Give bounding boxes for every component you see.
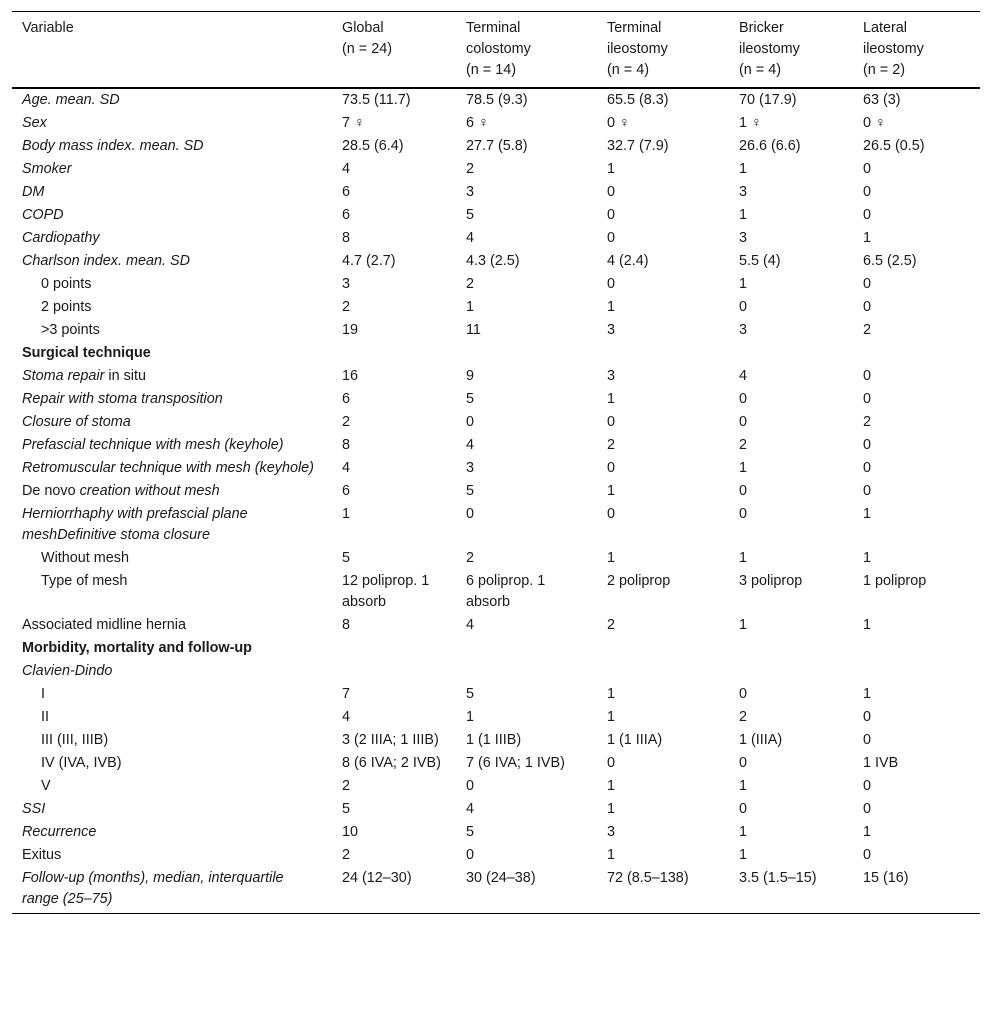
cell-value: 1 bbox=[607, 391, 616, 407]
cell-value: 5 bbox=[466, 207, 475, 223]
cell-value: 28.5 (6.4) bbox=[342, 138, 404, 154]
cell-value: 6 ♀ bbox=[466, 115, 489, 131]
cell-value: 1 poliprop bbox=[863, 573, 927, 589]
cell-value: 0 bbox=[863, 299, 872, 315]
cell-value: 5 bbox=[342, 550, 351, 566]
table-row bbox=[12, 88, 980, 112]
cell-value: 0 bbox=[863, 847, 872, 863]
row-label: IV (IVA, IVB) bbox=[41, 755, 122, 771]
header-variable: Variable bbox=[22, 20, 74, 36]
table-row bbox=[12, 227, 980, 250]
row-label: II bbox=[41, 709, 49, 725]
row-label bbox=[12, 480, 332, 503]
cell-value: 1 bbox=[863, 824, 872, 840]
cell-value: 1 bbox=[607, 847, 616, 863]
cell-value: 0 bbox=[863, 161, 872, 177]
table-row bbox=[12, 181, 980, 204]
table-row bbox=[12, 135, 980, 158]
row-label: SSI bbox=[22, 801, 46, 817]
cell-value: 0 bbox=[863, 483, 872, 499]
header-line: (n = 4) bbox=[739, 62, 781, 78]
cell-value: 2 bbox=[607, 437, 616, 453]
table-row bbox=[12, 637, 980, 660]
row-label: Closure of stoma bbox=[22, 414, 131, 430]
data-table bbox=[12, 11, 980, 914]
cell-value: 1 bbox=[466, 709, 475, 725]
cell-value: 1 bbox=[739, 778, 748, 794]
cell-value: 1 IVB bbox=[863, 755, 899, 771]
cell-value: 9 bbox=[466, 368, 475, 384]
row-label: Prefascial technique with mesh (keyhole) bbox=[22, 437, 284, 453]
cell-value: 3 bbox=[466, 184, 475, 200]
cell-value: 0 bbox=[739, 755, 748, 771]
cell-value: 0 bbox=[466, 414, 475, 430]
cell-value: 2 bbox=[342, 778, 351, 794]
cell-value bbox=[853, 342, 980, 365]
row-label: Age. mean. SD bbox=[22, 92, 120, 108]
cell-value: 1 bbox=[739, 847, 748, 863]
table-row bbox=[12, 660, 980, 683]
cell-value: 0 bbox=[466, 778, 475, 794]
cell-value: 16 bbox=[342, 368, 359, 384]
table-row bbox=[12, 204, 980, 227]
cell-value: 0 bbox=[863, 732, 872, 748]
cell-value: 1 bbox=[739, 207, 748, 223]
cell-value: 0 bbox=[863, 391, 872, 407]
cell-value: 1 bbox=[342, 506, 351, 522]
cell-value: 1 bbox=[607, 778, 616, 794]
cell-value: 1 bbox=[607, 709, 616, 725]
row-label bbox=[12, 365, 332, 388]
table-row bbox=[12, 729, 980, 752]
cell-value: 3 bbox=[607, 368, 616, 384]
table-row bbox=[12, 480, 980, 503]
row-label: Surgical technique bbox=[22, 345, 151, 361]
cell-value: 24 (12–30) bbox=[342, 870, 412, 886]
cell-value: 8 bbox=[342, 230, 351, 246]
cell-value bbox=[853, 660, 980, 683]
cell-value: 2 bbox=[466, 550, 475, 566]
header-line: (n = 2) bbox=[863, 62, 905, 78]
cell-value: 1 bbox=[607, 686, 616, 702]
header-line: colostomy bbox=[466, 41, 531, 57]
cell-value: 4.3 (2.5) bbox=[466, 253, 520, 269]
row-label-part: Stoma repair bbox=[22, 368, 105, 384]
table-row bbox=[12, 503, 980, 547]
cell-value: 0 bbox=[607, 414, 616, 430]
cell-value: 73.5 (11.7) bbox=[342, 92, 411, 108]
row-label: Clavien-Dindo bbox=[22, 663, 113, 679]
cell-value: 6 bbox=[342, 207, 351, 223]
cell-value bbox=[332, 342, 456, 365]
cell-value: 2 bbox=[342, 414, 351, 430]
cell-value: 7 (6 IVA; 1 IVB) bbox=[466, 755, 565, 771]
cell-value: 2 bbox=[739, 709, 748, 725]
cell-value: 1 (IIIA) bbox=[739, 732, 783, 748]
cell-value: 26.5 (0.5) bbox=[863, 138, 925, 154]
cell-value: 0 bbox=[466, 506, 475, 522]
table-container bbox=[12, 11, 980, 914]
cell-value: 0 bbox=[739, 483, 748, 499]
cell-value: 0 bbox=[739, 299, 748, 315]
cell-value: 0 bbox=[863, 276, 872, 292]
cell-value: 0 bbox=[607, 276, 616, 292]
cell-value: 72 (8.5–138) bbox=[607, 870, 689, 886]
cell-value: 1 bbox=[607, 161, 616, 177]
row-label: Charlson index. mean. SD bbox=[22, 253, 190, 269]
header-line: Terminal bbox=[466, 20, 521, 36]
table-row bbox=[12, 319, 980, 342]
table-row bbox=[12, 798, 980, 821]
cell-value: 32.7 (7.9) bbox=[607, 138, 669, 154]
cell-value: 0 bbox=[607, 506, 616, 522]
cell-value: 1 bbox=[863, 686, 872, 702]
cell-value: 4 bbox=[342, 460, 351, 476]
cell-value: 1 bbox=[739, 617, 748, 633]
cell-value: 0 bbox=[607, 460, 616, 476]
cell-value: 6 bbox=[342, 483, 351, 499]
cell-value: 0 bbox=[739, 686, 748, 702]
row-label: I bbox=[41, 686, 45, 702]
header-line: ileostomy bbox=[607, 41, 668, 57]
cell-value: 10 bbox=[342, 824, 359, 840]
row-label-part: creation without mesh bbox=[79, 483, 220, 499]
cell-value bbox=[456, 637, 597, 660]
header-terminal-ileostomy bbox=[597, 12, 729, 89]
cell-value: 26.6 (6.6) bbox=[739, 138, 801, 154]
table-body bbox=[12, 88, 980, 914]
cell-value: 0 bbox=[739, 391, 748, 407]
cell-value: 0 bbox=[739, 414, 748, 430]
row-label-part: De novo bbox=[22, 483, 80, 499]
table-row bbox=[12, 250, 980, 273]
cell-value: 2 bbox=[466, 161, 475, 177]
cell-value: 19 bbox=[342, 322, 359, 338]
row-label: COPD bbox=[22, 207, 64, 223]
header-global bbox=[332, 12, 456, 89]
header-line: ileostomy bbox=[863, 41, 924, 57]
cell-value: 0 bbox=[607, 755, 616, 771]
cell-value: 1 bbox=[863, 506, 872, 522]
cell-value: 5.5 (4) bbox=[739, 253, 781, 269]
table-row bbox=[12, 342, 980, 365]
cell-value: 0 bbox=[863, 801, 872, 817]
header-bricker-ileostomy bbox=[729, 12, 853, 89]
row-label: Without mesh bbox=[41, 550, 129, 566]
cell-value: 3.5 (1.5–15) bbox=[739, 870, 817, 886]
table-row bbox=[12, 752, 980, 775]
table-row bbox=[12, 411, 980, 434]
row-label: Repair with stoma transposition bbox=[22, 391, 223, 407]
table-row bbox=[12, 388, 980, 411]
row-label: Recurrence bbox=[22, 824, 97, 840]
cell-value: 8 (6 IVA; 2 IVB) bbox=[342, 755, 441, 771]
cell-value: 5 bbox=[466, 686, 475, 702]
cell-value: 3 (2 IIIA; 1 IIIB) bbox=[342, 732, 439, 748]
cell-value: 5 bbox=[466, 824, 475, 840]
cell-value: 0 bbox=[863, 184, 872, 200]
cell-value: 3 poliprop bbox=[739, 573, 803, 589]
cell-value: 5 bbox=[466, 483, 475, 499]
cell-value: 0 bbox=[607, 230, 616, 246]
table-row bbox=[12, 365, 980, 388]
cell-value: 7 bbox=[342, 686, 351, 702]
row-label: Exitus bbox=[22, 847, 62, 863]
cell-value: 4 bbox=[466, 230, 475, 246]
row-label: Smoker bbox=[22, 161, 72, 177]
table-row bbox=[12, 775, 980, 798]
table-row bbox=[12, 570, 980, 614]
cell-value bbox=[729, 637, 853, 660]
cell-value bbox=[332, 637, 456, 660]
row-label: 0 points bbox=[41, 276, 92, 292]
cell-value bbox=[853, 637, 980, 660]
cell-value: 1 (1 IIIB) bbox=[466, 732, 522, 748]
cell-value: 70 (17.9) bbox=[739, 92, 797, 108]
cell-value: 7 ♀ bbox=[342, 115, 365, 131]
table-row bbox=[12, 457, 980, 480]
header-line: (n = 24) bbox=[342, 41, 392, 57]
cell-value: 1 bbox=[863, 617, 872, 633]
row-label: Type of mesh bbox=[41, 573, 128, 589]
cell-value: 0 bbox=[739, 801, 748, 817]
cell-value: 6 bbox=[342, 184, 351, 200]
cell-value: 63 (3) bbox=[863, 92, 901, 108]
cell-value: 65.5 (8.3) bbox=[607, 92, 669, 108]
cell-value: 12 poliprop. 1 absorb bbox=[342, 573, 430, 610]
header-lateral-ileostomy bbox=[853, 12, 980, 89]
row-label: 2 points bbox=[41, 299, 92, 315]
cell-value: 3 bbox=[739, 230, 748, 246]
table-row bbox=[12, 844, 980, 867]
cell-value: 1 bbox=[739, 161, 748, 177]
cell-value: 0 bbox=[607, 207, 616, 223]
cell-value: 0 bbox=[466, 847, 475, 863]
cell-value: 0 bbox=[863, 778, 872, 794]
table-header bbox=[12, 12, 980, 89]
header-line: Lateral bbox=[863, 20, 908, 36]
header-line: Global bbox=[342, 20, 384, 36]
cell-value: 1 bbox=[739, 824, 748, 840]
cell-value: 1 bbox=[863, 550, 872, 566]
cell-value: 6 poliprop. 1 absorb bbox=[466, 573, 546, 610]
cell-value: 8 bbox=[342, 617, 351, 633]
cell-value: 1 bbox=[607, 299, 616, 315]
cell-value: 1 bbox=[466, 299, 475, 315]
row-label: Follow-up (months), median, interquartile range (25–75) bbox=[22, 870, 284, 907]
cell-value: 2 poliprop bbox=[607, 573, 671, 589]
table-row bbox=[12, 273, 980, 296]
cell-value: 3 bbox=[466, 460, 475, 476]
cell-value: 5 bbox=[466, 391, 475, 407]
table-row bbox=[12, 867, 980, 914]
row-label: V bbox=[41, 778, 51, 794]
cell-value: 1 bbox=[739, 276, 748, 292]
cell-value: 1 (1 IIIA) bbox=[607, 732, 663, 748]
cell-value: 8 bbox=[342, 437, 351, 453]
cell-value bbox=[456, 342, 597, 365]
row-label: >3 points bbox=[41, 322, 100, 338]
cell-value: 1 bbox=[739, 550, 748, 566]
table-row bbox=[12, 434, 980, 457]
cell-value: 3 bbox=[607, 824, 616, 840]
table-row bbox=[12, 112, 980, 135]
row-label: Retromuscular technique with mesh (keyhole) bbox=[22, 460, 314, 476]
cell-value: 11 bbox=[466, 322, 481, 338]
cell-value: 2 bbox=[739, 437, 748, 453]
cell-value: 1 bbox=[607, 801, 616, 817]
cell-value: 1 bbox=[607, 550, 616, 566]
cell-value: 1 ♀ bbox=[739, 115, 762, 131]
table-row bbox=[12, 706, 980, 729]
cell-value: 0 bbox=[863, 460, 872, 476]
cell-value: 4 bbox=[466, 437, 475, 453]
cell-value: 2 bbox=[342, 847, 351, 863]
cell-value: 2 bbox=[863, 322, 872, 338]
header-row bbox=[12, 12, 980, 89]
header-line: Bricker bbox=[739, 20, 784, 36]
cell-value: 27.7 (5.8) bbox=[466, 138, 528, 154]
table-row bbox=[12, 296, 980, 319]
cell-value bbox=[456, 660, 597, 683]
cell-value: 4 bbox=[466, 801, 475, 817]
cell-value: 1 bbox=[607, 483, 616, 499]
cell-value: 0 ♀ bbox=[607, 115, 630, 131]
table-row bbox=[12, 158, 980, 181]
cell-value: 2 bbox=[607, 617, 616, 633]
row-label: Body mass index. mean. SD bbox=[22, 138, 204, 154]
cell-value: 15 (16) bbox=[863, 870, 909, 886]
row-label: DM bbox=[22, 184, 45, 200]
cell-value: 0 bbox=[607, 184, 616, 200]
cell-value: 3 bbox=[739, 322, 748, 338]
cell-value: 6.5 (2.5) bbox=[863, 253, 917, 269]
cell-value: 0 bbox=[863, 368, 872, 384]
cell-value: 3 bbox=[607, 322, 616, 338]
cell-value: 78.5 (9.3) bbox=[466, 92, 528, 108]
row-label: Morbidity, mortality and follow-up bbox=[22, 640, 252, 656]
cell-value: 30 (24–38) bbox=[466, 870, 536, 886]
cell-value: 2 bbox=[863, 414, 872, 430]
cell-value: 0 ♀ bbox=[863, 115, 886, 131]
row-label: III (III, IIIB) bbox=[41, 732, 109, 748]
row-label: Cardiopathy bbox=[22, 230, 100, 246]
cell-value: 1 bbox=[863, 230, 872, 246]
header-line: (n = 14) bbox=[466, 62, 516, 78]
cell-value bbox=[332, 660, 456, 683]
cell-value: 1 bbox=[739, 460, 748, 476]
cell-value: 6 bbox=[342, 391, 351, 407]
cell-value: 4 bbox=[739, 368, 748, 384]
header-line: (n = 4) bbox=[607, 62, 649, 78]
cell-value: 4 bbox=[342, 161, 351, 177]
cell-value: 0 bbox=[739, 506, 748, 522]
cell-value: 3 bbox=[739, 184, 748, 200]
header-line: ileostomy bbox=[739, 41, 800, 57]
cell-value: 3 bbox=[342, 276, 351, 292]
cell-value: 4 bbox=[342, 709, 351, 725]
cell-value bbox=[729, 342, 853, 365]
cell-value: 4.7 (2.7) bbox=[342, 253, 396, 269]
row-label-part: in situ bbox=[104, 368, 146, 384]
cell-value bbox=[729, 660, 853, 683]
cell-value bbox=[597, 342, 729, 365]
table-row bbox=[12, 683, 980, 706]
table-row bbox=[12, 547, 980, 570]
cell-value bbox=[597, 637, 729, 660]
table-row bbox=[12, 821, 980, 844]
cell-value bbox=[597, 660, 729, 683]
cell-value: 5 bbox=[342, 801, 351, 817]
cell-value: 4 (2.4) bbox=[607, 253, 649, 269]
header-line: Terminal bbox=[607, 20, 662, 36]
cell-value: 0 bbox=[863, 207, 872, 223]
row-label: Herniorrhaphy with prefascial plane meshDefinitive stoma closure bbox=[22, 506, 248, 543]
header-terminal-colostomy bbox=[456, 12, 597, 89]
cell-value: 2 bbox=[466, 276, 475, 292]
row-label: Sex bbox=[22, 115, 47, 131]
row-label: Associated midline hernia bbox=[22, 617, 186, 633]
cell-value: 2 bbox=[342, 299, 351, 315]
cell-value: 4 bbox=[466, 617, 475, 633]
cell-value: 0 bbox=[863, 437, 872, 453]
table-row bbox=[12, 614, 980, 637]
cell-value: 0 bbox=[863, 709, 872, 725]
